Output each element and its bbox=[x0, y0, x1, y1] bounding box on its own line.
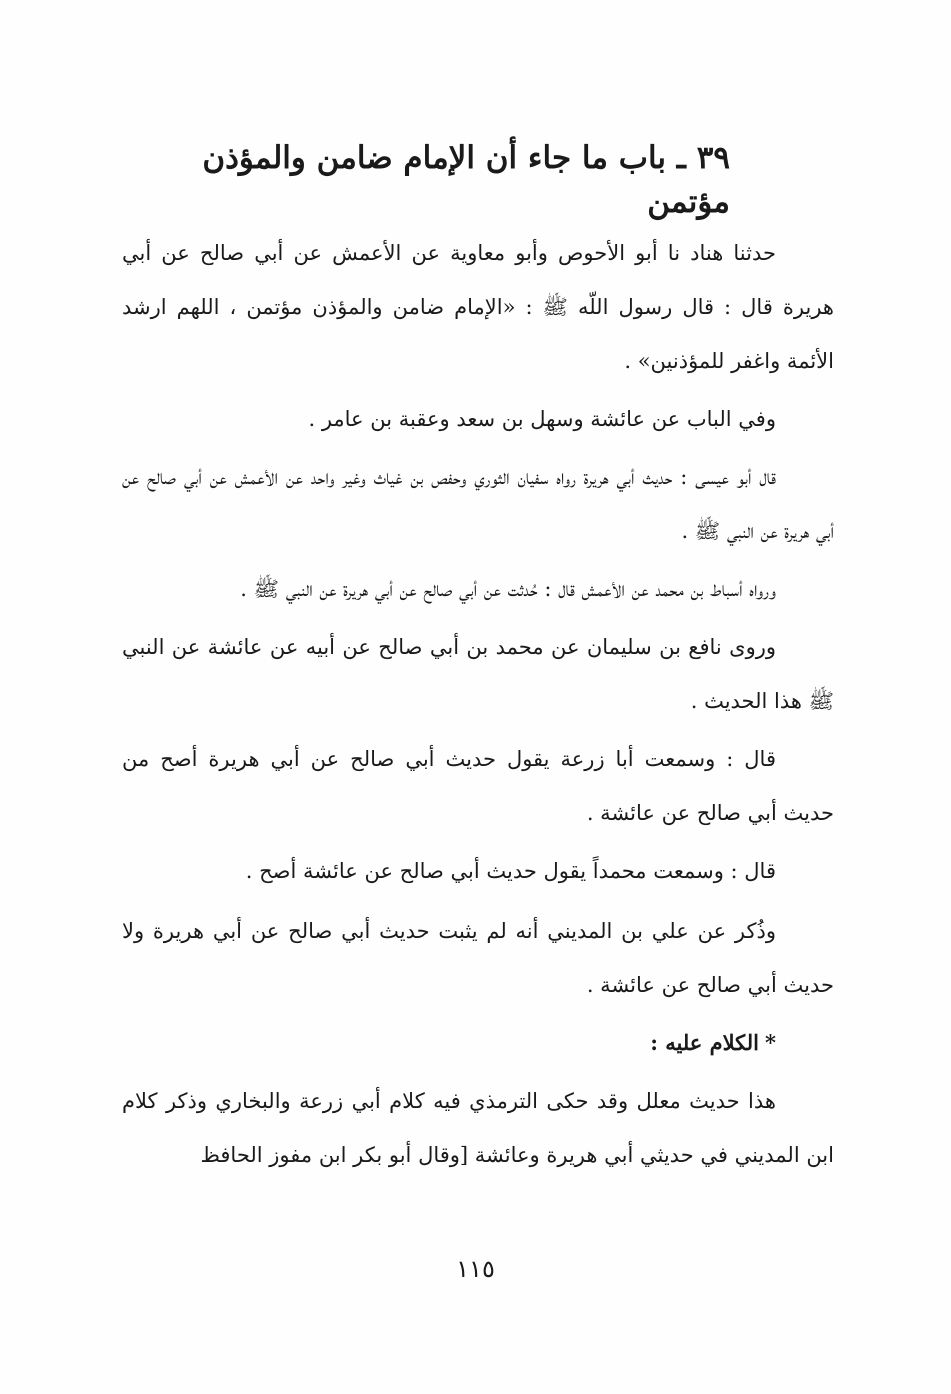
paragraph-abu-zura-opinion: قال : وسمعت أبا زرعة يقول حديث أبي صالح عن أبي هريرة أصح من حديث أبي صالح عن عائشة . bbox=[122, 747, 834, 825]
paragraph-abu-isa-comment: قال أبو عيسى : حديث أبي هريرة رواه سفيان الثوري وحفص بن غياث وغير واحد عن الأعمش عن أبي صالح عن أبي هريرة عن النبي ﷺ . bbox=[122, 465, 834, 543]
commentary-heading-text: الكلام عليه : bbox=[650, 1030, 760, 1055]
paragraph-related-narrations: وفي الباب عن عائشة وسهل بن سعد وعقبة بن عامر . bbox=[308, 407, 776, 431]
paragraph-nafi-narration: وروى نافع بن سليمان عن محمد بن أبي صالح عن أبيه عن عائشة عن النبي ﷺ هذا الحديث . bbox=[122, 635, 834, 713]
paragraph-muhammad-opinion: قال : وسمعت محمداً يقول حديث أبي صالح عن عائشة أصح . bbox=[245, 859, 776, 883]
commentary-heading bbox=[122, 1016, 834, 1070]
paragraph-hadith-text: حدثنا هناد نا أبو الأحوص وأبو معاوية عن الأعمش عن أبي صالح عن أبي هريرة قال : قال رسول اللّه ﷺ : «الإمام ضامن والمؤذن مؤتمن ، اللهم ارشد الأئمة واغفر للمؤذنين» . bbox=[122, 241, 834, 373]
paragraph-commentary: هذا حديث معلل وقد حكى الترمذي فيه كلام أبي زرعة والبخاري وذكر كلام ابن المديني في حديثي أبي هريرة وعائشة [وقال أبو بكر ابن مفوز الحافظ bbox=[122, 1089, 834, 1167]
paragraph-ibn-al-madini: وذُكر عن علي بن المديني أنه لم يثبت حديث أبي صالح عن أبي هريرة ولا حديث أبي صالح عن عائشة . bbox=[122, 919, 834, 997]
asterisk-icon: * bbox=[765, 1030, 776, 1055]
page-number: ١١٥ bbox=[456, 1255, 495, 1283]
document-body bbox=[122, 226, 834, 1186]
chapter-title: ٣٩ ـ باب ما جاء أن الإمام ضامن والمؤذن مؤتمن bbox=[202, 140, 730, 220]
paragraph-asbat-narration: ورواه أسباط بن محمد عن الأعمش قال : حُدثت عن أبي صالح عن أبي هريرة عن النبي ﷺ . bbox=[240, 577, 776, 601]
